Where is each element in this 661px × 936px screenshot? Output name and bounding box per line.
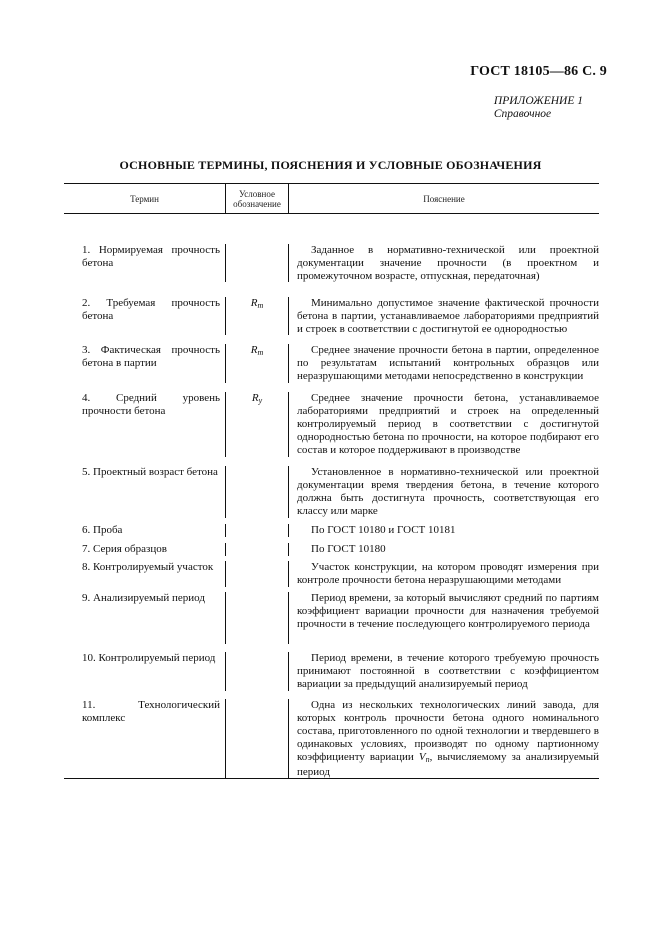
term-cell: 3. Фактическая прочность бетона в партии [82,344,220,369]
explanation-cell: Среднее значение прочности бетона в партии, определенное по результатам испытаний контрольных образцов или неразрушающими методами непосредственно в конструкции [297,344,599,382]
symbol-cell [225,543,289,556]
header-symbol [225,184,289,213]
term-cell: 6. Проба [82,524,123,536]
table-row [64,335,599,383]
explanation-cell: Заданное в нормативно-технической или проектной документации значение прочности (в проектном и промежуточном возрасте, отпускная, передаточная) [297,244,599,282]
term-cell: 7. Серия образцов [82,543,167,555]
explanation-cell: По ГОСТ 10180 и ГОСТ 10181 [311,524,456,536]
table-header [64,184,599,214]
term-cell: 5. Проектный возраст бетона [82,466,218,478]
explanation-cell: Период времени, в течение которого требуемую прочность принимают постоянной в соответствии с коэффициентом вариации за предыдущий анализируемый период [297,652,599,690]
explanation-cell: Период времени, за который вычисляют средний по партиям коэффициент вариации прочности для назначения требуемой прочности в течение последующего контролируемого периода [297,592,599,630]
term-cell: 4. Средний уровень прочности бетона [82,392,220,417]
variation-symbol: V [418,751,426,763]
appendix-label [494,95,583,121]
table-row [64,537,599,556]
term-cell: 2. Требуемая прочность бетона [82,297,220,322]
symbol-cell [225,592,289,644]
document-title: ОСНОВНЫЕ ТЕРМИНЫ, ПОЯСНЕНИЯ И УСЛОВНЫЕ ОБОЗНАЧЕНИЯ [119,158,542,172]
table-row [64,457,599,518]
term-cell: 1. Нормируемая прочность бетона [82,244,220,269]
page-header-code: ГОСТ 18105—86 С. 9 [470,64,607,79]
symbol-cell [225,561,289,587]
term-cell: 11. Технологический комплекс [82,699,220,724]
terms-table [64,183,599,779]
header-symbol-line1: Условное [239,188,275,199]
explanation-cell: Одна из нескольких технологических линий завода, для которых контроль прочности бетона одного номинального состава, приготовленного по одной технологии и твердевшего в одинаковых условиях, производят по одному партионному коэффициенту вариации $V_n$, вычисляемому за анализируемый период [297,699,599,778]
symbol-cell: $R_m$ [225,344,289,383]
appendix-number: ПРИЛОЖЕНИЕ 1 [493,95,583,107]
table-row [64,691,599,778]
symbol-cell [225,652,289,691]
term-cell: 10. Контролируемый период [82,652,216,664]
explanation-cell: Минимально допустимое значение фактической прочности бетона в партии, устанавливаемое лабораториями предприятий и строек в соответствии с достигнутой ее однородностью [297,297,599,335]
symbol-cell [225,699,289,778]
table-row [64,518,599,537]
explanation-cell: Установленное в нормативно-технической или проектной документации время твердения бетона, в течение которого должна быть достигнута прочность, соответствующая его классу или марке [297,466,599,517]
table-row [64,214,599,282]
header-term: Термин [130,193,159,204]
term-cell: 9. Анализируемый период [82,592,205,604]
symbol-cell [225,244,289,282]
table-row [64,556,599,587]
explanation-cell: Участок конструкции, на котором проводят измерения при контроле прочности бетона неразрушающими методами [297,561,599,586]
table-row [64,644,599,691]
header-symbol-line2: обозначение [233,198,281,209]
symbol-cell: $R_т$ [225,297,289,335]
explanation-cell: По ГОСТ 10180 [311,543,386,555]
term-cell: 8. Контролируемый участок [82,561,214,573]
symbol-cell [225,466,289,518]
symbol-cell: $R_у$ [225,392,289,457]
header-explanation: Пояснение [423,193,465,204]
table-row [64,587,599,644]
table-row [64,282,599,335]
symbol-cell [225,524,289,537]
appendix-type: Справочное [493,108,552,120]
table-row [64,383,599,457]
explanation-cell: Среднее значение прочности бетона, устанавливаемое лабораториями предприятий и строек на определенный контролируемый период в соответствии с достигнутой однородностью бетона по прочности, на которое подбирают его состав и которое поддерживают в производстве [297,392,599,456]
